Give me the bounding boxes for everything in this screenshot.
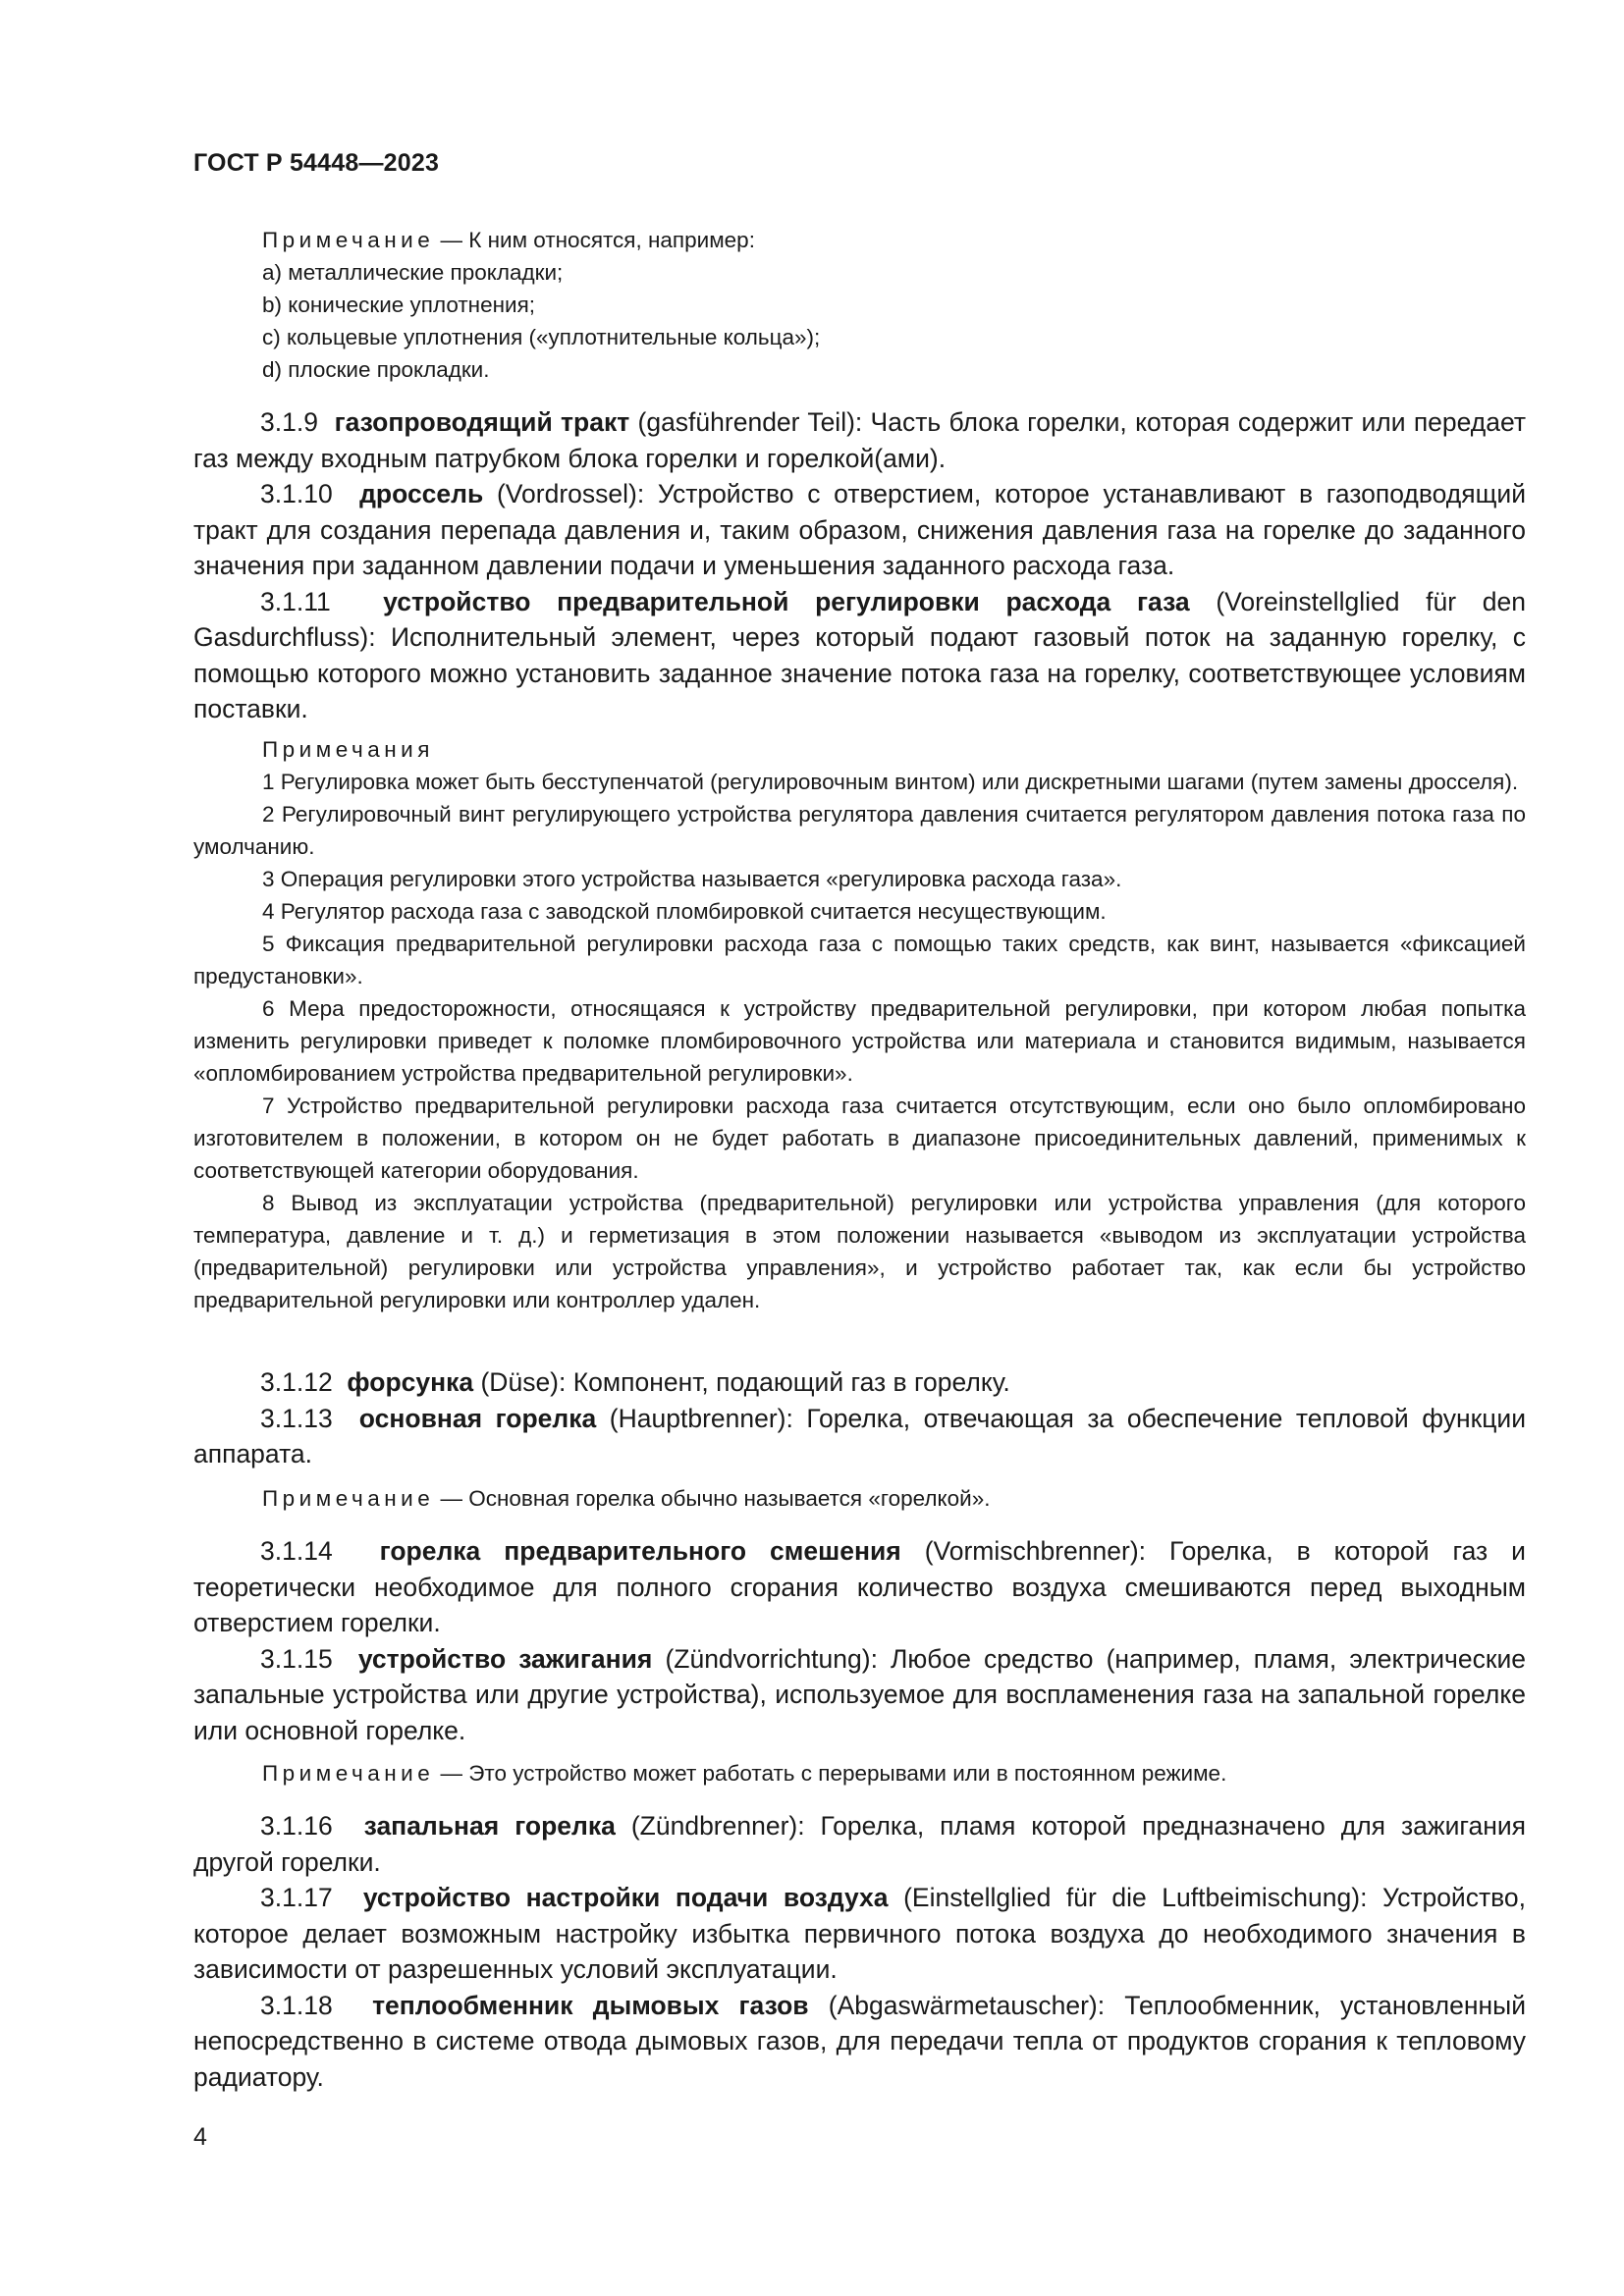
note-3-1-15: [193, 1757, 1526, 1789]
document-header: ГОСТ Р 54448—2023: [193, 149, 440, 177]
notes-3-1-11: [193, 733, 1526, 1316]
term-3-1-15: [193, 1641, 1526, 1749]
term-definition: (Voreinstellglied für den Gasdurchfluss): Исполнительный элемент, через который подают газовый поток на заданную горелку, с помощью которого можно установить заданное значение потока газа на горелку, соответствующее условиям поставки.: [193, 586, 1526, 723]
term-3-1-18: [193, 1988, 1526, 2096]
term-3-1-16: [193, 1808, 1526, 1880]
term-number: 3.1.14: [260, 1536, 333, 1566]
term-title: газопроводящий тракт: [334, 407, 630, 437]
terms-block-4: [193, 1808, 1526, 2095]
note-3-1-13: [193, 1482, 1526, 1515]
page-number: 4: [193, 2123, 207, 2151]
term-definition: (Zündbrenner): Горелка, пламя которой предназначено для зажигания другой горелки.: [193, 1811, 1527, 1877]
note-item: 8 Вывод из эксплуатации устройства (предварительной) регулировки или устройства управления (для которого температура, давление и т. д.) и герметизация в этом положении называется «выводом из эксплуатации устройства (предварительной) регулировки или устройства управления», и устройство работает так, как если бы устройство предварительной регулировки или контроллер удален.: [193, 1191, 1526, 1312]
term-title: дроссель: [359, 479, 484, 508]
note-item: 6 Мера предосторожности, относящаяся к устройству предварительной регулировки, при котором любая попытка изменить регулировки приведет к поломке пломбировочного устройства или материала и становится видимым, называется «опломбированием устройства предварительной регулировки».: [193, 996, 1526, 1086]
note-top: [193, 224, 1526, 386]
note-item: 5 Фиксация предварительной регулировки расхода газа с помощью таких средств, как винт, называется «фиксацией предустановки».: [193, 932, 1526, 988]
note-text: — Основная горелка обычно называется «горелкой».: [434, 1486, 991, 1511]
term-title: устройство настройки подачи воздуха: [362, 1883, 889, 1912]
term-title: форсунка: [347, 1367, 474, 1397]
term-3-1-9: [193, 404, 1526, 476]
note-item: 2 Регулировочный винт регулирующего устройства регулятора давления считается регулятором давления потока газа по умолчанию.: [193, 802, 1526, 859]
term-definition: (Düse): Компонент, подающий газ в горелку.: [473, 1367, 1010, 1397]
term-3-1-11: [193, 584, 1526, 727]
term-number: 3.1.15: [260, 1643, 333, 1674]
term-number: 3.1.10: [260, 479, 333, 508]
list-item: d) плоские прокладки.: [262, 357, 490, 382]
term-title: устройство зажигания: [357, 1643, 653, 1674]
term-number: 3.1.17: [260, 1883, 333, 1912]
term-3-1-13: [193, 1401, 1526, 1472]
term-definition: (Hauptbrenner): Горелка, отвечающая за обеспечение тепловой функции аппарата.: [193, 1403, 1526, 1468]
note-item: 4 Регулятор расхода газа с заводской пломбировкой считается несуществующим.: [262, 899, 1107, 924]
term-definition: (Abgaswärmetauscher): Теплообменник, установленный непосредственно в системе отвода дымовых газов, для передачи тепла от продуктов сгорания к тепловому радиатору.: [193, 1990, 1526, 2092]
note-item: 7 Устройство предварительной регулировки расхода газа считается отсутствующим, если оно было опломбировано изготовителем в положении, в котором он не будет работать в диапазоне присоединительных давлений, применимых к соответствующей категории оборудования.: [193, 1094, 1526, 1183]
term-number: 3.1.18: [260, 1990, 333, 2020]
term-definition: (Vormischbrenner): Горелка, в которой газ и теоретически необходимое для полного сгорания количество воздуха смешиваются перед выходным отверстием горелки.: [193, 1536, 1526, 1637]
terms-block-1: [193, 404, 1526, 727]
term-3-1-12: [193, 1364, 1526, 1401]
term-number: 3.1.12: [260, 1367, 333, 1397]
term-title: устройство предварительной регулировки расхода газа: [383, 586, 1190, 616]
term-number: 3.1.9: [260, 407, 318, 437]
term-number: 3.1.11: [260, 586, 331, 616]
terms-block-2: [193, 1364, 1526, 1472]
term-3-1-17: [193, 1880, 1526, 1988]
term-3-1-14: [193, 1533, 1526, 1641]
term-title: теплообменник дымовых газов: [372, 1990, 809, 2020]
note-text: — Это устройство может работать с перерывами или в постоянном режиме.: [434, 1761, 1227, 1786]
notes-label: Примечания: [262, 737, 434, 762]
term-definition: (gasführender Teil): Часть блока горелки, которая содержит или передает газ между входным патрубком блока горелки и горелкой(ами).: [193, 407, 1526, 473]
list-item: с) кольцевые уплотнения («уплотнительные кольца»);: [262, 325, 821, 349]
note-item: 1 Регулировка может быть бесступенчатой (регулировочным винтом) или дискретными шагами (путем замены дросселя).: [262, 770, 1519, 794]
term-3-1-10: [193, 476, 1526, 584]
note-label: Примечание: [262, 1761, 435, 1786]
note-item: 3 Операция регулировки этого устройства называется «регулировка расхода газа».: [262, 867, 1122, 891]
term-number: 3.1.13: [260, 1403, 333, 1433]
list-item: а) металлические прокладки;: [262, 260, 564, 285]
terms-block-3: [193, 1533, 1526, 1748]
term-title: запальная горелка: [363, 1811, 616, 1841]
term-definition: (Zündvorrichtung): Любое средство (например, пламя, электрические запальные устройства или другие устройства), используемое для воспламенения газа на запальной горелке или основной горелке.: [193, 1643, 1526, 1745]
term-number: 3.1.16: [260, 1811, 333, 1841]
note-label: Примечание: [262, 228, 435, 252]
note-text: — К ним относятся, например:: [434, 228, 755, 252]
term-definition: (Einstellglied für die Luftbeimischung): Устройство, которое делает возможным настройку избытка первичного потока воздуха до необходимого значения в зависимости от разрешенных условий эксплуатации.: [193, 1883, 1527, 1984]
term-title: основная горелка: [358, 1403, 597, 1433]
note-label: Примечание: [262, 1486, 435, 1511]
list-item: b) конические уплотнения;: [262, 293, 536, 317]
term-definition: (Vordrossel): Устройство с отверстием, которое устанавливают в газоподводящий тракт для создания перепада давления и, таким образом, снижения давления газа на горелке до заданного значения при заданном давлении подачи и уменьшения заданного расхода газа.: [193, 479, 1526, 580]
term-title: горелка предварительного смешения: [379, 1536, 901, 1566]
